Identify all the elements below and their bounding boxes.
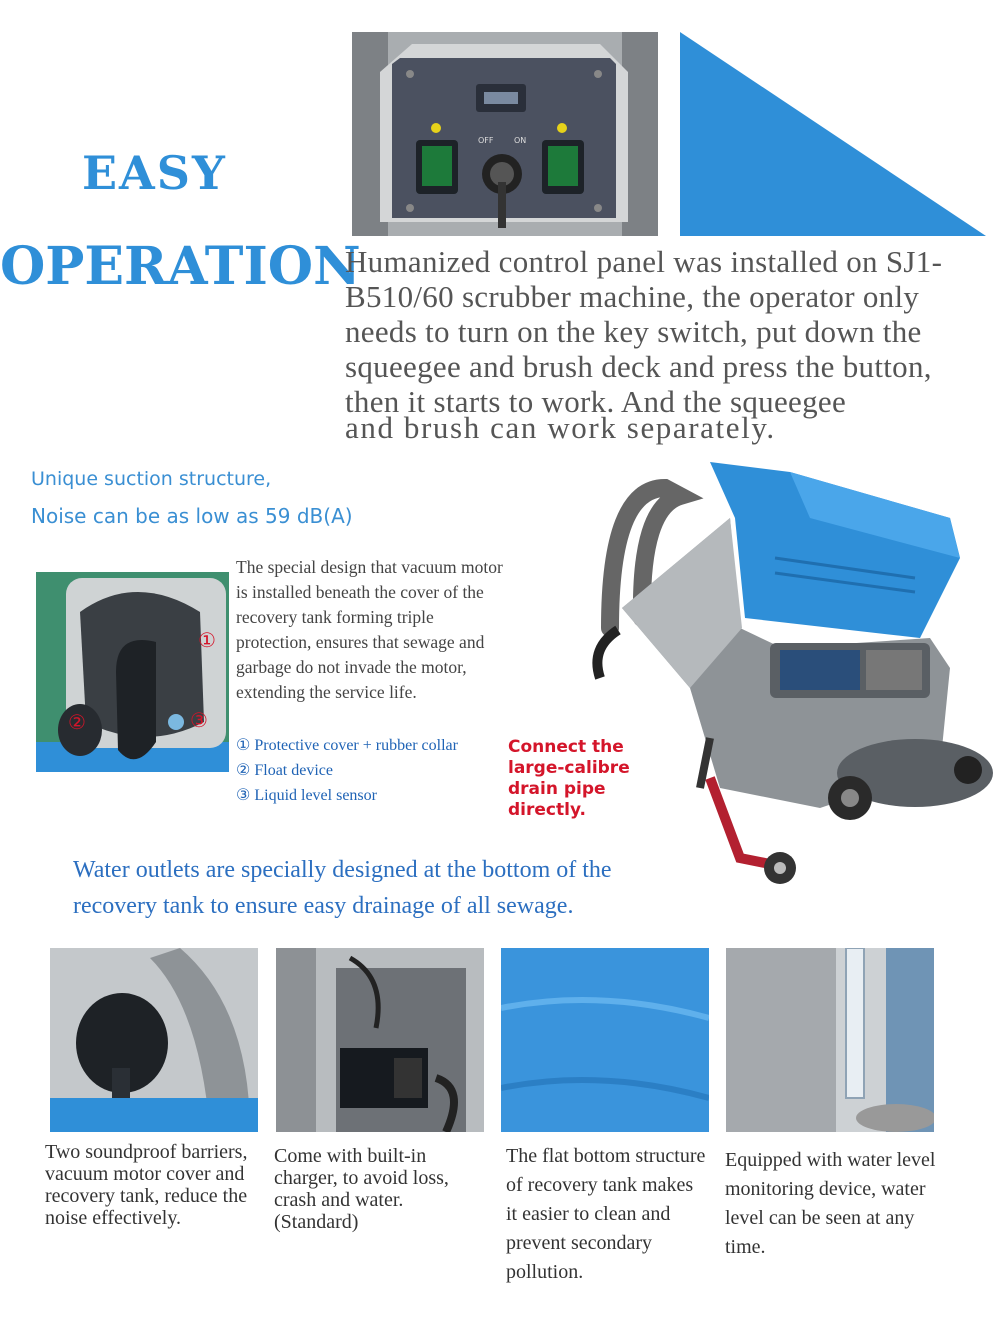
intro-text-last: and brush can work separately.	[345, 410, 776, 445]
feature-caption: Two soundproof barriers, vacuum motor cover and recovery tank, reduce the noise effectively.	[45, 1141, 248, 1229]
suction-heading-2: Noise can be as low as 59 dB(A)	[31, 504, 353, 528]
feature-caption: Come with built-in charger, to avoid loss, crash and water. (Standard)	[274, 1145, 449, 1233]
intro-text: Humanized control panel was installed on SJ1-B510/60 scrubber machine, the operator only needs to turn on the key switch, put down the squeegee and brush deck and press the button, then it starts to work. And the squeegee	[345, 244, 943, 419]
feature-photo-charger	[276, 948, 484, 1132]
scrubber-machine-image	[570, 458, 996, 896]
feature-photo-soundproof	[50, 948, 258, 1132]
switch-on-label: ON	[514, 136, 527, 145]
title-easy: EASY	[82, 146, 227, 200]
drain-callout: Connect the large-calibre drain pipe directly.	[508, 737, 630, 820]
outlets-text: Water outlets are specially designed at the bottom of the recovery tank to ensure easy drainage of all sewage.	[73, 857, 612, 919]
feature-photo-flat-bottom	[501, 948, 709, 1132]
suction-description: The special design that vacuum motor is installed beneath the cover of the recovery tank forming triple protection, ensures that sewage and garbage do not invade the motor, extending the service life.	[236, 557, 503, 702]
control-panel-photo	[352, 32, 658, 236]
feature-photo-water-level	[726, 948, 934, 1132]
feature-caption: The flat bottom structure of recovery tank makes it easier to clean and prevent secondary pollution.	[506, 1145, 706, 1283]
blue-triangle-decoration	[680, 32, 986, 236]
suction-heading-1: Unique suction structure,	[31, 468, 272, 490]
marker-1: ①	[198, 630, 216, 652]
marker-2: ②	[68, 712, 86, 734]
legend-item: ① Protective cover + rubber collar	[236, 737, 458, 754]
feature-caption: Equipped with water level monitoring device, water level can be seen at any time.	[725, 1149, 936, 1258]
switch-off-label: OFF	[478, 136, 494, 145]
vacuum-motor-photo	[36, 572, 229, 772]
title-operation: OPERATION	[0, 236, 361, 297]
legend-item: ② Float device	[236, 762, 333, 779]
marker-3: ③	[190, 710, 208, 732]
legend-item: ③ Liquid level sensor	[236, 787, 377, 804]
